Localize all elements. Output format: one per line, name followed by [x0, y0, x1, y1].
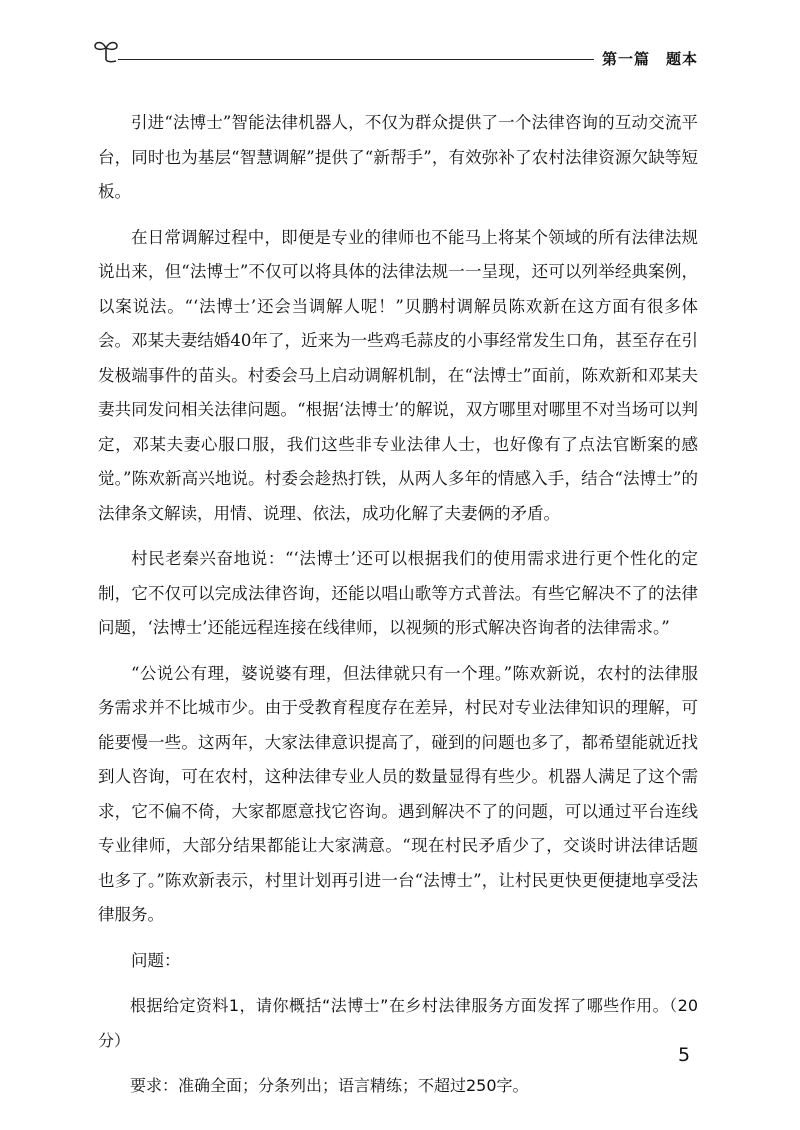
paragraph: 村民老秦兴奋地说：“‘法博士’还可以根据我们的使用需求进行更个性化的定制，它不仅可以完成法律咨询，还能以唱山歌等方式普法。有些它解决不了的法律问题，‘法博士’还能远程连接在线律师，以视频的形式解决咨询者的法律需求。”	[98, 549, 698, 637]
question-requirements: 要求：准确全面；分条列出；语言精练；不超过250字。	[130, 1076, 529, 1095]
section-title: 第一篇 题本	[594, 48, 698, 69]
question-label: 问题：	[131, 950, 181, 970]
page-header	[92, 34, 712, 68]
paragraph: “公说公有理，婆说婆有理，但法律就只有一个理。”陈欢新说，农村的法律服务需求并不比城市少。由于受教育程度存在差异，村民对专业法律知识的理解，可能要慢一些。这两年，大家法律意识提高了，碰到的问题也多了，都希望能就近找到人咨询，可在农村，这种法律专业人员的数量显得有些少。机器人满足了这个需求，它不偏不倚，大家都愿意找它咨询。遇到解决不了的问题，可以通过平台连线专业律师，大部分结果都能让大家满意。“现在村民矛盾少了，交谈时讲法律话题也多了。”陈欢新表示，村里计划再引进一台“法博士”，让村民更快更便捷地享受法律服务。	[98, 663, 698, 924]
paragraph: 引进“法博士”智能法律机器人，不仅为群众提供了一个法律咨询的互动交流平台，同时也为基层“智慧调解”提供了“新帮手”，有效弥补了农村法律资源欠缺等短板。	[98, 113, 698, 201]
question-prompt: 根据给定资料1，请你概括“法博士”在乡村法律服务方面发挥了哪些作用。（20分）	[98, 996, 698, 1050]
paragraph: 在日常调解过程中，即便是专业的律师也不能马上将某个领域的所有法律法规说出来，但“法博士”不仅可以将具体的法律法规一一呈现，还可以列举经典案例，以案说法。“‘法博士’还会当调解人呢！”贝鹏村调解员陈欢新在这方面有很多体会。邓某夫妻结婚40年了，近来为一些鸡毛蒜皮的小事经常发生口角，甚至存在引发极端事件的苗头。村委会马上启动调解机制，在“法博士”面前，陈欢新和邓某夫妻共同发问相关法律问题。“根据‘法博士’的解说，双方哪里对哪里不对当场可以判定，邓某夫妻心服口服，我们这些非专业法律人士，也好像有了点法官断案的感觉。”陈欢新高兴地说。村委会趁热打铁，从两人多年的情感入手，结合“法博士”的法律条文解读，用情、说理、依法，成功化解了夫妻俩的矛盾。	[98, 227, 698, 523]
page-number: 5	[678, 1044, 691, 1066]
document-body	[98, 106, 698, 1115]
sprout-icon	[92, 36, 120, 64]
header-rule	[118, 59, 666, 60]
